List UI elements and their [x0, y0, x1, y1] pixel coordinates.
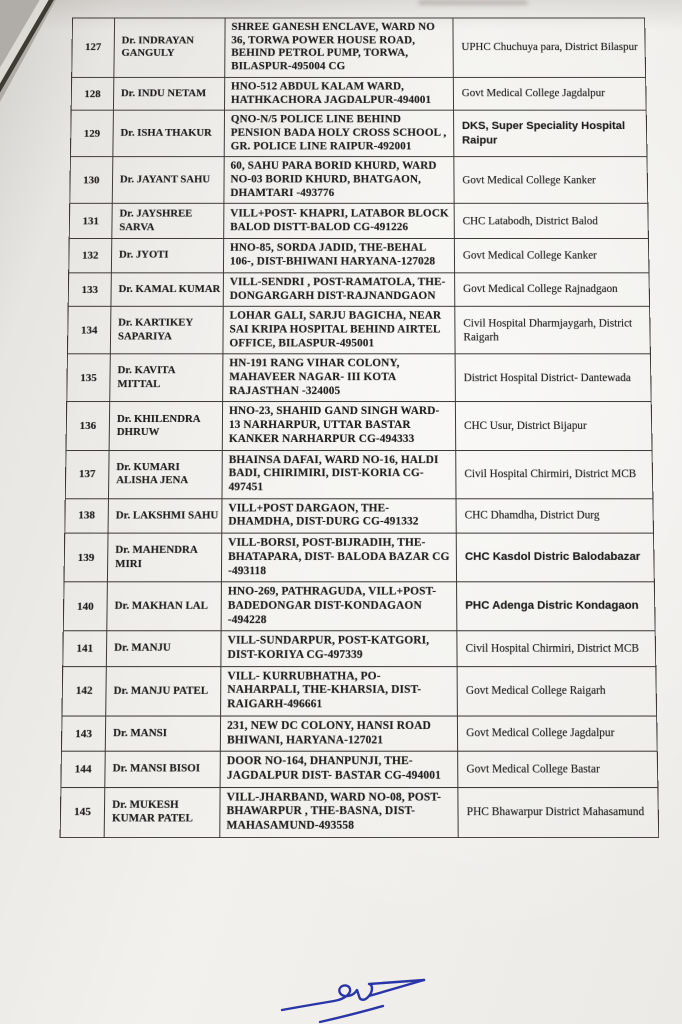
doctor-name-cell: Dr. MANSI [105, 716, 220, 752]
address-cell: LOHAR GALI, SARJU BAGICHA, NEAR SAI KRIPA HOSPITAL BEHIND AIRTEL OFFICE, BILASPUR-495001 [223, 307, 455, 355]
institution-cell: Govt Medical College Kanker [454, 157, 648, 204]
serial-number-cell: 133 [68, 273, 111, 307]
address-cell: HNO-85, SORDA JADID, THE-BEHAL 106-, DIST-BHIWANI HARYANA-127028 [223, 239, 454, 273]
address-cell: HNO-23, SHAHID GAND SINGH WARD-13 NARHARPUR, UTTAR BASTAR KANKER NARHARPUR CG-494333 [222, 402, 455, 450]
institution-cell: Govt Medical College Jagdalpur [453, 77, 646, 110]
table-row [70, 110, 647, 157]
table-body [60, 18, 659, 837]
doctor-name-cell: Dr. JAYSHREE SARVA [112, 204, 224, 239]
table-row [62, 666, 657, 716]
table-row [63, 631, 656, 666]
table-row [67, 307, 650, 355]
address-cell: HNO-512 ABDUL KALAM WARD, HATHKACHORA JAGDALPUR-494001 [225, 77, 454, 110]
institution-cell: Govt Medical College Raigarh [457, 666, 657, 716]
serial-number-cell: 141 [63, 631, 107, 666]
serial-number-cell: 132 [69, 239, 112, 273]
serial-number-cell: 145 [60, 787, 105, 837]
table-row [69, 239, 649, 273]
address-cell: VILL- KURRUBHATHA, PO-NAHARPALI, THE-KHARSIA, DIST-RAIGARH-496661 [221, 666, 458, 716]
address-cell: BHAINSA DAFAI, WARD NO-16, HALDI BADI, CHIRIMIRI, DIST-KORIA CG-497451 [222, 450, 456, 498]
table-row [69, 204, 648, 239]
institution-cell: Govt Medical College Rajnadgaon [455, 273, 650, 307]
serial-number-cell: 130 [70, 157, 113, 204]
institution-cell: Civil Hospital Dharmjaygarh, District Raigarh [455, 307, 651, 355]
serial-number-cell: 131 [69, 204, 112, 239]
institution-cell: Civil Hospital Chirmiri, District MCB [457, 631, 656, 666]
doctor-name-cell: Dr. KAMAL KUMAR [111, 273, 224, 307]
institution-cell: District Hospital District- Dantewada [455, 354, 651, 402]
table-row [68, 273, 649, 307]
institution-cell: CHC Dhamdha, District Durg [456, 498, 653, 533]
table-row [72, 18, 646, 77]
serial-number-cell: 129 [70, 110, 113, 157]
institution-cell: Govt Medical College Bastar [458, 751, 658, 787]
doctor-name-cell: Dr. JYOTI [111, 239, 223, 273]
address-cell: VILL+POST DARGAON, THE-DHAMDHA, DIST-DURG CG-491332 [222, 498, 456, 533]
table-row [61, 716, 657, 752]
doctor-name-cell: Dr. KARTIKEY SAPARIYA [110, 307, 223, 355]
doctor-posting-table-wrap [60, 18, 645, 838]
institution-cell: PHC Bhawarpur District Mahasamund [458, 787, 659, 837]
address-cell: VILL-BORSI, POST-BIJRADIH, THE-BHATAPARA, DIST- BALODA BAZAR CG -493118 [221, 533, 456, 582]
address-cell: VILL-SUNDARPUR, POST-KATGORI, DIST-KORIYA CG-497339 [221, 631, 457, 666]
table-row [64, 533, 654, 582]
address-cell: VILL-SENDRI , POST-RAMATOLA, THE-DONGARGARH DIST-RAJNANDGAON [223, 273, 455, 307]
serial-number-cell: 144 [61, 751, 105, 787]
table-row [66, 402, 652, 450]
doctor-name-cell: Dr. MANSI BISOI [105, 751, 221, 787]
doctor-name-cell: Dr. KHILENDRA DHRUW [109, 402, 223, 450]
corner-pen-edge-artifact [0, 0, 130, 150]
serial-number-cell: 142 [62, 666, 106, 716]
doctor-name-cell: Dr. MAKHAN LAL [107, 582, 222, 631]
doctor-name-cell: Dr. KAVITA MITTAL [110, 354, 223, 402]
doctor-name-cell: Dr. MANJU [106, 631, 221, 666]
institution-cell: Govt Medical College Jagdalpur [457, 716, 657, 752]
institution-cell: PHC Adenga Distric Kondagaon [457, 582, 656, 631]
serial-number-cell: 136 [66, 402, 110, 450]
doctor-name-cell: Dr. MUKESH KUMAR PATEL [104, 787, 220, 837]
address-cell: VILL-JHARBAND, WARD NO-08, POST- BHAWARPUR , THE-BASNA, DIST- MAHASAMUND-493558 [220, 787, 458, 837]
serial-number-cell: 127 [72, 18, 115, 77]
serial-number-cell: 135 [67, 354, 111, 402]
table-row [70, 157, 648, 204]
table-row [61, 751, 658, 787]
table-row [63, 582, 655, 631]
table-row [60, 787, 659, 837]
address-cell: HNO-269, PATHRAGUDA, VILL+POST- BADEDONGAR DIST-KONDAGAON -494228 [221, 582, 457, 631]
serial-number-cell: 128 [71, 77, 114, 110]
institution-cell: DKS, Super Speciality Hospital Raipur [454, 110, 647, 157]
doctor-name-cell: Dr. ISHA THAKUR [113, 110, 225, 157]
institution-cell: CHC Latabodh, District Balod [454, 204, 648, 239]
table-row [65, 450, 653, 498]
institution-cell: Govt Medical College Kanker [454, 239, 649, 273]
photo-smudge [418, 0, 528, 5]
serial-number-cell: 138 [65, 498, 109, 533]
address-cell: HN-191 RANG VIHAR COLONY, MAHAVEER NAGAR- III KOTA RAJASTHAN -324005 [223, 354, 456, 402]
doctor-name-cell: Dr. JAYANT SAHU [112, 157, 224, 204]
institution-cell: Civil Hospital Chirmiri, District MCB [456, 450, 653, 498]
doctor-name-cell: Dr. LAKSHMI SAHU [108, 498, 222, 533]
doctor-name-cell: Dr. INDRAYAN GANGULY [114, 18, 225, 77]
table-row [65, 498, 654, 533]
doctor-name-cell: Dr. MAHENDRA MIRI [107, 533, 221, 582]
signature-strokes [282, 980, 424, 1022]
serial-number-cell: 139 [64, 533, 108, 582]
serial-number-cell: 143 [61, 716, 105, 752]
institution-cell: CHC Usur, District Bijapur [455, 402, 652, 450]
signature-mark [276, 968, 432, 1024]
address-cell: 231, NEW DC COLONY, HANSI ROAD BHIWANI, HARYANA-127021 [220, 716, 457, 752]
doctor-name-cell: Dr. KUMARI ALISHA JENA [108, 450, 222, 498]
address-cell: SHREE GANESH ENCLAVE, WARD NO 36, TORWA POWER HOUSE ROAD, BEHIND PETROL PUMP, TORWA, BILASPUR-495004 CG [225, 18, 454, 77]
serial-number-cell: 134 [67, 307, 110, 355]
institution-cell: CHC Kasdol Distric Balodabazar [456, 533, 654, 582]
table-row [67, 354, 651, 402]
doctor-name-cell: Dr. MANJU PATEL [106, 666, 221, 716]
address-cell: QNO-N/5 POLICE LINE BEHIND PENSION BADA HOLY CROSS SCHOOL , GR. POLICE LINE RAIPUR-492001 [224, 110, 454, 157]
serial-number-cell: 137 [65, 450, 109, 498]
address-cell: DOOR NO-164, DHANPUNJI, THE-JAGDALPUR DIST- BASTAR CG-494001 [220, 751, 458, 787]
institution-cell: UPHC Chuchuya para, District Bilaspur [453, 18, 646, 77]
address-cell: VILL+POST- KHAPRI, LATABOR BLOCK BALOD DISTT-BALOD CG-491226 [224, 204, 455, 239]
table-row [71, 77, 646, 110]
serial-number-cell: 140 [63, 582, 107, 631]
doctor-name-cell: Dr. INDU NETAM [113, 77, 224, 110]
doctor-posting-table [60, 18, 660, 838]
address-cell: 60, SAHU PARA BORID KHURD, WARD NO-03 BORID KHURD, BHATGAON, DHAMTARI -493776 [224, 157, 454, 204]
